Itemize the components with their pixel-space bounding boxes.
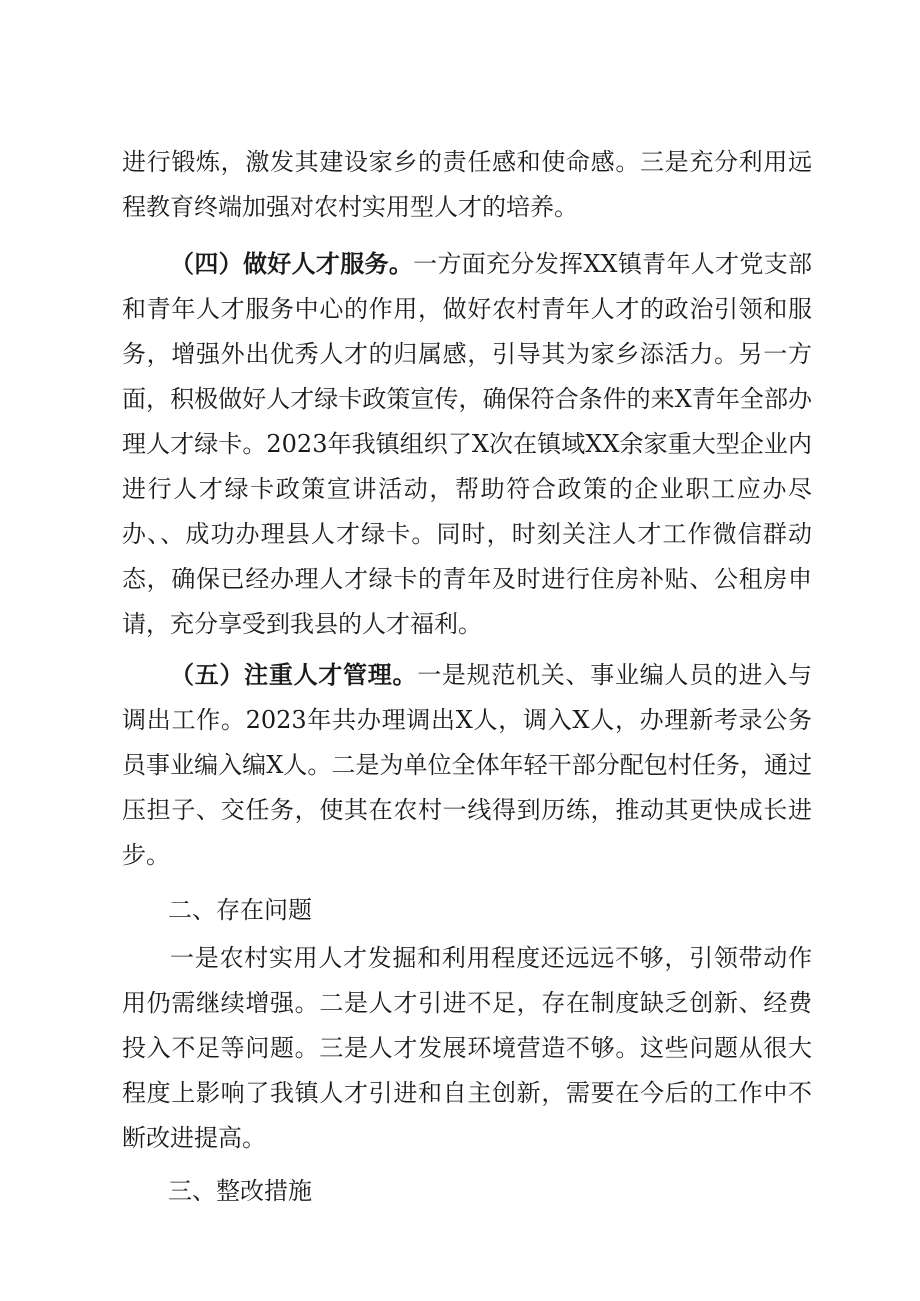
section-lead-talent-service: （四）做好人才服务。 xyxy=(170,250,414,278)
section-lead-talent-management: （五）注重人才管理。 xyxy=(170,661,418,689)
heading-existing-problems: 二、存在问题 xyxy=(168,896,312,924)
paragraph-talent-service xyxy=(122,242,812,647)
paragraph-problems: 一是农村实用人才发掘和利用程度还远远不够，引领带动作用仍需继续增强。二是人才引进不足，存在制度缺乏创新、经费投入不足等问题。三是人才发展环境营造不够。这些问题从很大程度上影响了我镇人才引进和自主创新，需要在今后的工作中不断改进提高。 xyxy=(122,944,812,1152)
document-body xyxy=(122,140,812,1217)
paragraph-text: 一方面充分发挥XX镇青年人才党支部和青年人才服务中心的作用，做好农村青年人才的政治引领和服务，增强外出优秀人才的归属感，引导其为家乡添活力。另一方面，积极做好人才绿卡政策宣传，确保符合条件的来X青年全部办理人才绿卡。2023年我镇组织了X次在镇域XX余家重大型企业内进行人才绿卡政策宣讲活动，帮助符合政策的企业职工应办尽办、、成功办理县人才绿卡。同时，时刻关注人才工作微信群动态，确保已经办理人才绿卡的青年及时进行住房补贴、公租房申请，充分享受到我县的人才福利。 xyxy=(122,250,813,638)
paragraph-talent-management xyxy=(122,653,812,878)
paragraph-continuation: 进行锻炼，激发其建设家乡的责任感和使命感。三是充分利用远程教育终端加强对农村实用型人才的培养。 xyxy=(122,148,812,221)
heading-rectification-measures: 三、整改措施 xyxy=(168,1177,312,1205)
paragraph-text: 一是规范机关、事业编人员的进入与调出工作。2023年共办理调出X人，调入X人，办理新考录公务员事业编入编X人。二是为单位全体年轻干部分配包村任务，通过压担子、交任务，使其在农村一线得到历练，推动其更快成长进步。 xyxy=(122,661,813,869)
